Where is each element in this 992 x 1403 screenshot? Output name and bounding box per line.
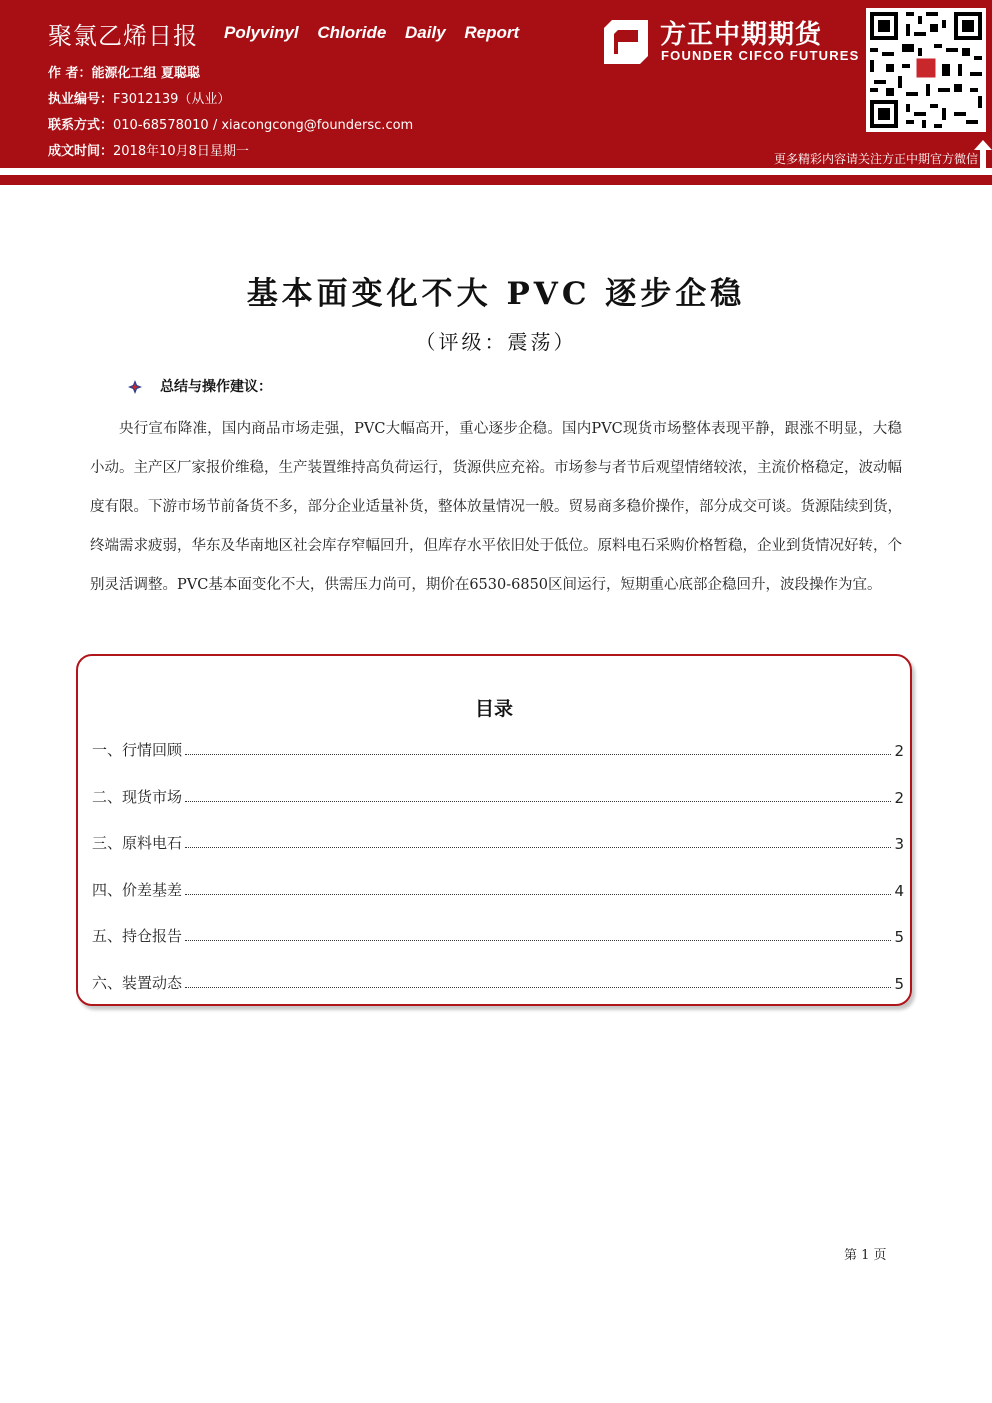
toc-leader-dots (185, 846, 891, 848)
toc-item[interactable] (92, 829, 904, 853)
toc-item-page: 3 (894, 835, 904, 853)
report-header (0, 0, 992, 168)
toc-item-label: 五、持仓报告 (92, 927, 183, 945)
toc-item[interactable] (92, 922, 904, 946)
logo-text-cn: 方正中期期货 (660, 20, 823, 50)
toc-title: 目录 (474, 698, 513, 720)
contact-label: 联系方式： (48, 118, 114, 133)
follow-wechat-text: 更多精彩内容请关注方正中期官方微信 (773, 152, 978, 166)
toc-item[interactable] (92, 876, 904, 900)
license-label: 执业编号： (48, 92, 114, 107)
toc-item-page: 5 (894, 928, 904, 946)
page-number: 第 1 页 (844, 1248, 887, 1263)
author-value: 能源化工组 夏聪聪 (91, 66, 201, 81)
report-title-en: Polyvinyl Chloride Daily Report (224, 23, 520, 42)
logo-text-en: FOUNDER CIFCO FUTURES (661, 48, 860, 63)
toc-item-page: 4 (894, 882, 904, 900)
summary-heading: 总结与操作建议： (160, 379, 272, 395)
toc-leader-dots (185, 753, 891, 755)
contact-line (48, 114, 413, 133)
header-divider (0, 175, 992, 185)
toc-item-page: 2 (894, 789, 904, 807)
toc-item-label: 一、行情回顾 (92, 741, 183, 759)
toc-item-page: 2 (894, 742, 904, 760)
author-label: 作 者： (48, 66, 92, 81)
toc-leader-dots (185, 893, 891, 895)
toc-item[interactable] (92, 969, 904, 993)
toc-item-label: 二、现货市场 (92, 788, 183, 806)
author-line (48, 62, 200, 81)
toc-item-label: 六、装置动态 (92, 974, 183, 992)
table-of-contents (76, 654, 912, 1006)
arrow-up-icon (974, 140, 992, 168)
toc-leader-dots (185, 986, 891, 988)
founder-logo-icon (604, 20, 648, 64)
license-line (48, 88, 230, 107)
toc-item-label: 三、原料电石 (92, 834, 183, 852)
license-value: F3012139（从业） (113, 92, 231, 107)
date-label: 成文时间： (48, 144, 114, 159)
qr-code-icon (866, 8, 986, 132)
contact-value[interactable]: 010-68578010 / xiacongcong@foundersc.com (113, 118, 414, 133)
toc-item[interactable] (92, 783, 904, 807)
date-value: 2018年10月8日星期一 (113, 144, 249, 159)
toc-item-page: 5 (894, 975, 904, 993)
page-title: 基本面变化不大 PVC 逐步企稳 (246, 276, 746, 312)
toc-leader-dots (185, 939, 891, 941)
report-title-cn: 聚氯乙烯日报 (48, 22, 198, 50)
summary-paragraph: 央行宣布降准，国内商品市场走强，PVC大幅高开，重心逐步企稳。国内PVC现货市场整体表现平静，跟涨不明显，大稳小动。主产区厂家报价维稳，生产装置维持高负荷运行，货源供应充裕。市场参与者节后观望情绪较浓，主流价格稳定，波动幅度有限。下游市场节前备货不多，部分企业适量补货，整体放量情况一般。贸易商多稳价操作，部分成交可谈。货源陆续到货，终端需求疲弱，华东及华南地区社会库存窄幅回升，但库存水平依旧处于低位。原料电石采购价格暂稳，企业到货情况好转，个别灵活调整。PVC基本面变化不大，供需压力尚可，期价在6530-6850区间运行，短期重心底部企稳回升，波段操作为宜。 (90, 421, 902, 593)
date-line (48, 140, 249, 159)
bullet-cross-icon (128, 380, 142, 394)
rating-label: （评级：震荡） (415, 330, 577, 354)
toc-item[interactable] (92, 736, 904, 760)
toc-item-label: 四、价差基差 (92, 881, 183, 899)
toc-leader-dots (185, 800, 891, 802)
